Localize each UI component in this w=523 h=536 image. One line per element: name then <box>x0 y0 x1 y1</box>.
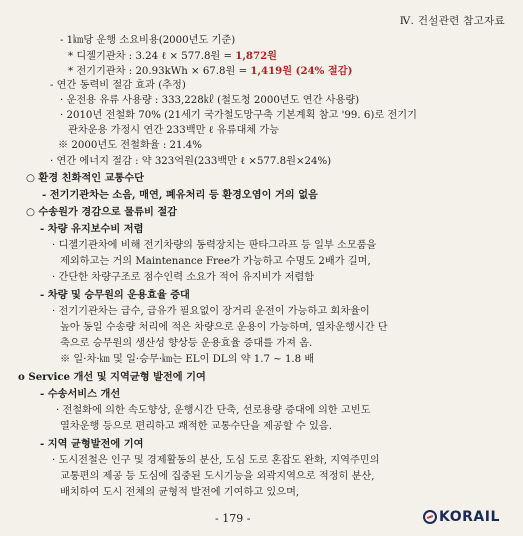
section-heading: ○ 환경 친화적인 교통수단 <box>26 172 144 184</box>
korail-logo-icon <box>423 510 437 524</box>
text-line: 축으로 승무원의 생산성 향상등 운용효율 증대를 가져 옴. <box>60 338 313 349</box>
section-header: Ⅳ. 건설관련 참고자료 <box>399 15 505 27</box>
logo-text: KORAIL <box>439 509 500 525</box>
subsection-heading: - 지역 균형발전에 기여 <box>40 438 144 450</box>
section-heading: o Service 개선 및 지역균형 발전에 기여 <box>18 371 206 383</box>
subsection-heading: - 차량 유지보수비 저렴 <box>40 223 144 235</box>
korail-logo <box>423 509 500 525</box>
text-line: ※ 일·차·㎞ 및 일·승무·㎞는 EL이 DL의 약 1.7 ~ 1.8 배 <box>60 354 315 365</box>
subsection-heading: - 차량 및 승무원의 운용효율 증대 <box>40 289 190 301</box>
subsection-heading: - 수송서비스 개선 <box>40 388 121 400</box>
text-line: - 연간 동력비 절감 효과 (추정) <box>50 80 186 91</box>
text-line: 열차운행 등으로 편리하고 쾌적한 교통수단을 제공할 수 있음. <box>60 421 332 432</box>
text-line: · 전기기관차는 급수, 급유가 필요없이 장거리 운전이 가능하고 회차율이 <box>52 306 370 317</box>
text-segment: * 디젤기관차 : 3.24 ℓ × 577.8원 = <box>68 51 236 62</box>
text-line: · 2010년 전철화 70% (21세기 국가철도망구축 기본계획 참고 '99. 6)로 전기기 <box>60 110 417 121</box>
highlight-value: 1,419원 (24% 절감) <box>250 65 353 77</box>
text-line: · 간단한 차량구조로 점수인력 소요가 적어 유지비가 저렴함 <box>52 272 315 283</box>
text-line <box>68 64 352 79</box>
text-line: 교통편의 제공 등 도심에 집중된 도시기능을 외곽지역으로 적정히 분산, <box>60 471 375 482</box>
section-heading: ○ 수송원가 경감으로 물류비 절감 <box>26 206 178 218</box>
page-number: - 179 - <box>215 512 251 525</box>
text-line: 관차운용 가정시 연간 233백만 ℓ 유류대체 가능 <box>68 125 280 136</box>
text-line: · 전철화에 의한 속도향상, 운행시간 단축, 선로용량 증대에 의한 고빈도 <box>56 405 371 416</box>
highlight-value: 1,872원 <box>235 50 278 62</box>
text-line: ※ 2000년도 전철화율 : 21.4% <box>58 140 202 151</box>
text-line: · 도시전철은 인구 및 경제활동의 분산, 도심 도로 혼잡도 완화, 지역주민의 <box>52 455 380 466</box>
text-line: 높아 동일 수송량 처리에 적은 차량으로 운용이 가능하며, 열차운행시간 단 <box>60 322 388 333</box>
text-line: · 연간 에너지 절감 : 약 323억원(233백만 ℓ ×577.8원×24%) <box>50 156 332 167</box>
text-line: - 전기기관차는 소음, 매연, 폐유처리 등 환경오염이 거의 없음 <box>42 189 318 201</box>
text-segment: * 전기기관차 : 20.93kWh × 67.8원 = <box>68 66 251 77</box>
text-line: 제외하고는 거의 Maintenance Free가 가능하고 수명도 2배가 길며, <box>60 256 371 267</box>
text-line: 배치하여 도시 전체의 균형적 발전에 기여하고 있으며, <box>60 487 300 498</box>
text-line: · 운전용 유류 사용량 : 333,228㎘ (철도청 2000년도 연간 사용량) <box>60 95 360 106</box>
text-line: · 디젤기관차에 비해 전기차량의 동력장치는 판타그라프 등 일부 소모품을 <box>52 240 377 251</box>
text-line: - 1㎞당 운행 소요비용(2000년도 기준) <box>60 35 236 46</box>
text-line <box>68 49 277 64</box>
